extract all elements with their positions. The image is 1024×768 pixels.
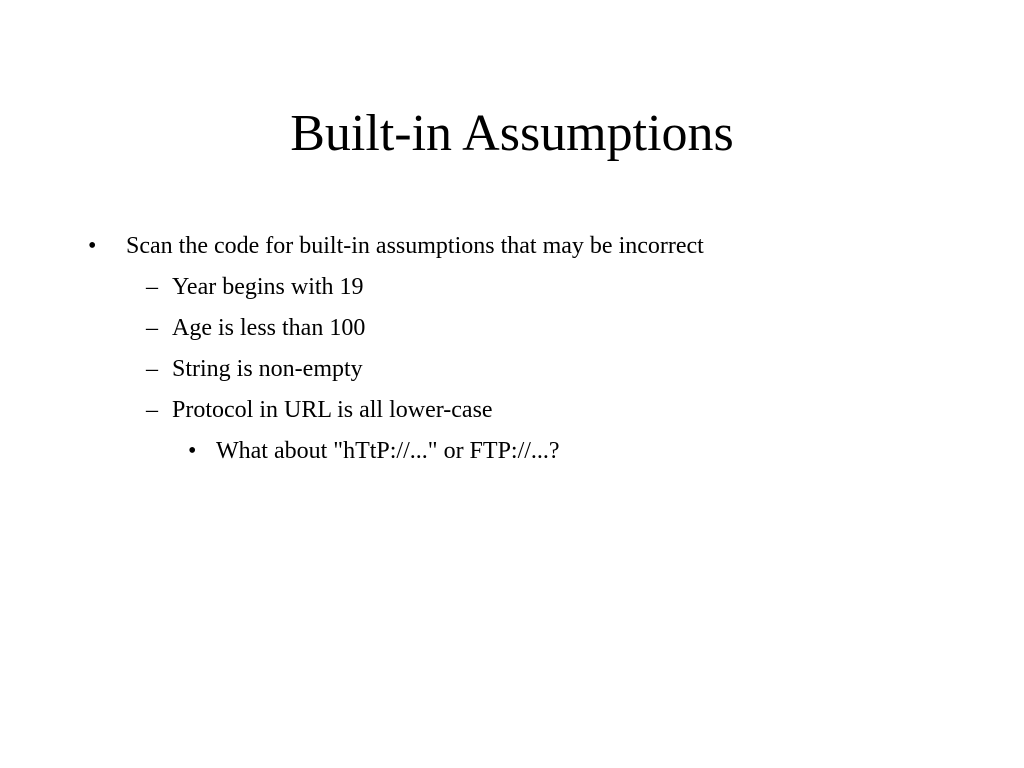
sub-bullet-age bbox=[0, 314, 1024, 342]
sub-bullet-year bbox=[0, 273, 1024, 301]
sub-bullet-string bbox=[0, 355, 1024, 383]
dash-marker: – bbox=[146, 274, 158, 300]
slide-title: Built-in Assumptions bbox=[290, 105, 734, 162]
bullet-marker: • bbox=[188, 438, 197, 464]
sub-bullet-text: Year begins with 19 bbox=[172, 274, 364, 300]
dash-marker: – bbox=[146, 397, 158, 423]
sub-bullet-text: Protocol in URL is all lower-case bbox=[172, 397, 493, 423]
bullet-marker: • bbox=[88, 233, 97, 259]
sub-bullet-text: String is non-empty bbox=[172, 356, 363, 382]
bullet-text: Scan the code for built-in assumptions that may be incorrect bbox=[126, 233, 704, 259]
sub-sub-bullet-text: What about "hTtP://..." or FTP://...? bbox=[216, 438, 560, 464]
sub-bullet-text: Age is less than 100 bbox=[172, 315, 366, 341]
dash-marker: – bbox=[146, 356, 158, 382]
sub-sub-bullet-what-about bbox=[0, 437, 1024, 465]
sub-bullet-protocol bbox=[0, 396, 1024, 424]
bullet-item-scan-code bbox=[0, 232, 1024, 260]
dash-marker: – bbox=[146, 315, 158, 341]
